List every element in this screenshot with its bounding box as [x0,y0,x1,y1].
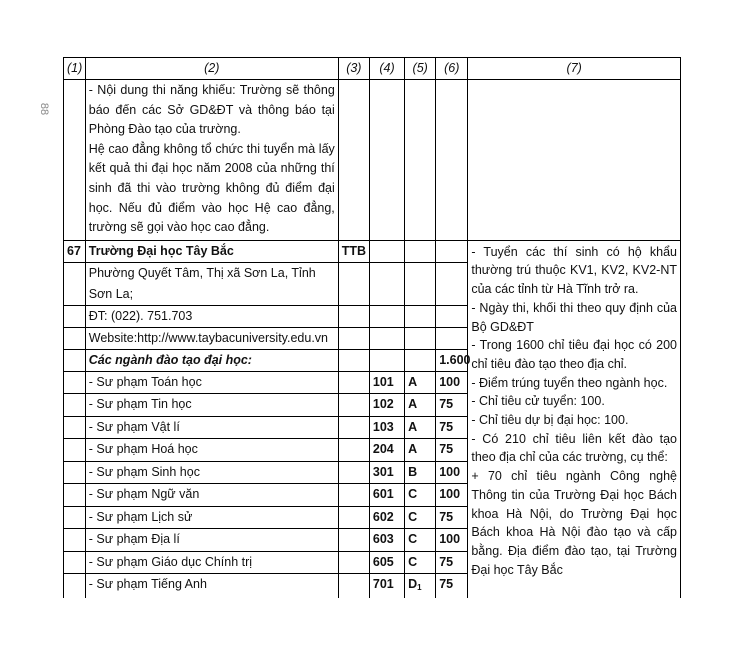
major-block-letter: D [408,577,418,592]
total-quota: 1.600 [436,349,468,371]
major-code: 605 [369,551,404,574]
header-col-4: (4) [369,58,404,80]
major-name: - Sư phạm Tin học [85,394,338,417]
major-quota: 75 [436,439,468,462]
major-code: 601 [369,484,404,507]
major-code: 602 [369,506,404,529]
school-name: Trường Đại học Tây Bắc [85,240,338,262]
continuation-row [64,80,681,241]
note-item: - Trong 1600 chỉ tiêu đại học có 200 chỉ tiêu đào tạo theo địa chỉ. [471,338,677,371]
header-row [64,58,681,80]
note-item: - Tuyển các thí sinh có hộ khẩu thường trú thuộc KV1, KV2, KV2-NT của các tỉnh từ Hà Tĩnh trở ra. [471,244,677,297]
major-name: - Sư phạm Giáo dục Chính trị [85,551,338,574]
major-block: B [405,461,436,484]
major-block: C [405,529,436,552]
page-number: 88 [38,102,51,116]
header-col-5: (5) [405,58,436,80]
school-website: Website:http://www.taybacuniversity.edu.vn [85,327,338,349]
major-quota: 75 [436,506,468,529]
major-quota: 75 [436,416,468,439]
admissions-table-page [63,57,681,593]
major-block: C [405,506,436,529]
major-quota: 100 [436,484,468,507]
major-block: A [405,371,436,394]
major-quota: 75 [436,394,468,417]
major-code: 103 [369,416,404,439]
major-code: 102 [369,394,404,417]
school-phone: ĐT: (022). 751.703 [85,305,338,327]
continuation-line: Hệ cao đẳng không tổ chức thi tuyển mà lấy kết quả thi đại học năm 2008 của những thí sinh đã thi vào trường không đủ điểm đại học. Nếu đủ điểm vào học Hệ cao đẳng, trường sẽ gọi vào học cao đẳng. [88,141,335,235]
header-col-1: (1) [64,58,86,80]
major-name: - Sư phạm Lịch sử [85,506,338,529]
major-quota: 100 [436,529,468,552]
major-name: - Sư phạm Vật lí [85,416,338,439]
school-address: Phường Quyết Tâm, Thị xã Sơn La, Tỉnh Sơn La; [85,262,338,305]
note-item: - Ngày thi, khối thi theo quy định của Bộ GD&ĐT [471,300,677,334]
major-block: A [405,439,436,462]
note-item: - Chỉ tiêu dự bị đại học: 100. [471,413,629,428]
major-code: 301 [369,461,404,484]
major-block: A [405,394,436,417]
major-block: A [405,416,436,439]
note-item: - Chỉ tiêu cử tuyển: 100. [471,394,605,409]
school-code: TTB [338,240,369,262]
school-notes [468,240,681,598]
programs-heading: Các ngành đào tạo đại học: [85,349,338,371]
continuation-text [85,80,338,241]
admissions-table [63,57,681,598]
major-name: - Sư phạm Tiếng Anh [85,574,338,599]
major-name: - Sư phạm Địa lí [85,529,338,552]
note-item: - Có 210 chỉ tiêu liên kết đào tạo theo địa chỉ của các trường, cụ thể: [471,431,677,465]
major-code: 101 [369,371,404,394]
major-block: C [405,551,436,574]
major-quota: 75 [436,551,468,574]
major-name: - Sư phạm Sinh học [85,461,338,484]
header-col-6: (6) [436,58,468,80]
school-number: 67 [64,240,86,262]
note-item: - Điểm trúng tuyển theo ngành học. [471,375,668,390]
major-name: - Sư phạm Ngữ văn [85,484,338,507]
header-col-2: (2) [85,58,338,80]
header-col-3: (3) [338,58,369,80]
major-quota: 100 [436,371,468,394]
note-item: + 70 chỉ tiêu ngành Công nghệ Thông tin của Trường Đại học Bách khoa Hà Nội, do Trường Đại học Bách khoa Hà Nội đào tạo và cấp bằng. Địa điểm đào tạo, tại Trường Đại học Tây Bắc [471,469,677,577]
school-name-row [64,240,681,262]
header-col-7: (7) [468,58,681,80]
major-code: 204 [369,439,404,462]
major-block-subscript: 1 [417,583,422,593]
major-quota: 100 [436,461,468,484]
major-code: 701 [369,574,404,599]
major-block [405,574,436,599]
major-name: - Sư phạm Toán học [85,371,338,394]
major-code: 603 [369,529,404,552]
major-name: - Sư phạm Hoá học [85,439,338,462]
major-quota: 75 [436,574,468,599]
continuation-line: - Nội dung thi năng khiếu: Trường sẽ thông báo đến các Sở GD&ĐT và thông báo tại Phòng Đào tạo của trường. [88,83,335,137]
major-block: C [405,484,436,507]
